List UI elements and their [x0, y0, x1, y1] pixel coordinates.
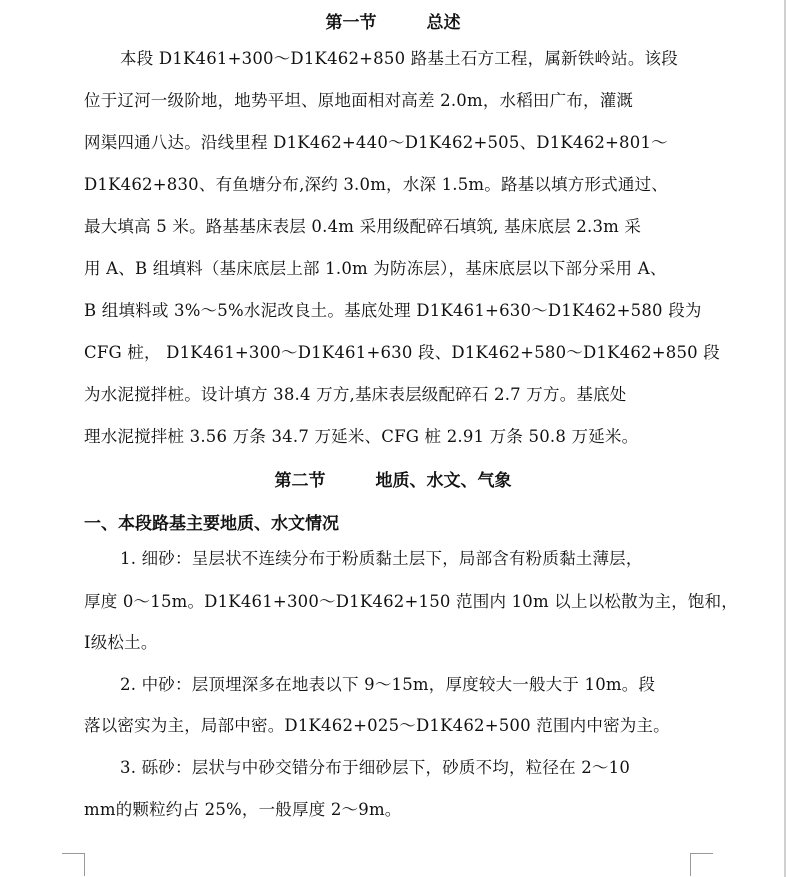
- item-line: Ⅰ级松土。: [84, 633, 158, 652]
- subsection-heading: 一、本段路基主要地质、水文情况: [84, 514, 339, 534]
- paragraph-line: 网渠四通八达。沿线里程 D1K462+440～D1K462+505、D1K462+801～: [84, 133, 668, 152]
- paragraph-line: 最大填高 5 米。路基基床表层 0.4m 采用级配碎石填筑, 基床底层 2.3m 采: [84, 217, 642, 236]
- paragraph-line: 用 A、B 组填料（基床底层上部 1.0m 为防冻层），基床底层以下部分采用 A、: [84, 259, 667, 278]
- item-line: 1. 细砂：呈层状不连续分布于粉质黏土层下，局部含有粉质黏土薄层，: [120, 549, 643, 568]
- item-line: 3. 砾砂：层状与中砂交错分布于细砂层下，砂质不均，粒径在 2～10: [120, 758, 631, 777]
- section-2-number: 第二节: [274, 471, 326, 491]
- section-2-heading: [0, 466, 786, 491]
- paragraph-line: 位于辽河一级阶地，地势平坦、原地面相对高差 2.0m，水稻田广布，灌溉: [84, 91, 634, 110]
- section-1-number: 第一节: [325, 13, 377, 33]
- paragraph-line: CFG 桩， D1K461+300～D1K461+630 段、D1K462+580～D1K462+850 段: [84, 343, 720, 362]
- paragraph-line: D1K462+830、有鱼塘分布,深约 3.0m，水深 1.5m。路基以填方形式通过、: [84, 175, 668, 194]
- paragraph-line: 本段 D1K461+300～D1K462+850 路基土石方工程，属新铁岭站。该段: [120, 49, 678, 68]
- crop-mark-bottom-right: [690, 853, 713, 876]
- crop-mark-bottom-left: [62, 853, 85, 876]
- paragraph-line: 理水泥搅拌桩 3.56 万条 34.7 万延米、CFG 桩 2.91 万条 50.8 万延米。: [84, 427, 639, 446]
- item-line: 厚度 0～15m。D1K461+300～D1K462+150 范围内 10m 以上以松散为主，饱和，: [84, 592, 738, 611]
- item-line: 落以密实为主，局部中密。D1K462+025～D1K462+500 范围内中密为主。: [84, 716, 670, 735]
- section-1-title: 总述: [426, 13, 461, 33]
- paragraph-line: 为水泥搅拌桩。设计填方 38.4 万方,基床表层级配碎石 2.7 万方。基底处: [84, 385, 627, 404]
- item-line: mm的颗粒约占 25%，一般厚度 2～9m。: [84, 800, 402, 819]
- section-2-title: 地质、水文、气象: [375, 471, 512, 491]
- paragraph-line: B 组填料或 3%～5%水泥改良土。基底处理 D1K461+630～D1K462+580 段为: [84, 301, 702, 320]
- item-line: 2. 中砂：层顶埋深多在地表以下 9～15m，厚度较大一般大于 10m。段: [120, 675, 656, 694]
- section-1-heading: [0, 8, 786, 33]
